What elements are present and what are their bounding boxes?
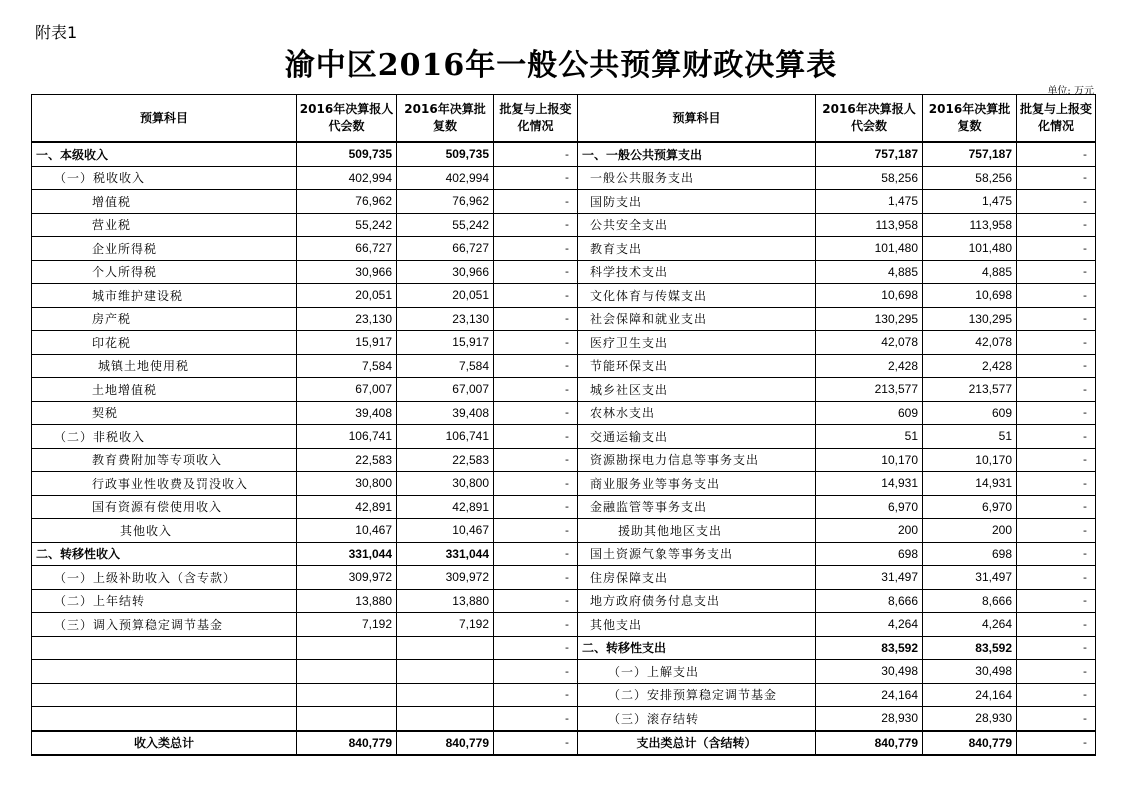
right-subject-cell: 援助其他地区支出 bbox=[578, 519, 816, 543]
right-subject-cell: 医疗卫生支出 bbox=[578, 331, 816, 355]
left-change-cell: - bbox=[494, 166, 578, 190]
right-change-cell: - bbox=[1017, 401, 1096, 425]
header-right-report: 2016年决算报人代会数 bbox=[816, 95, 923, 143]
left-subject-cell: 二、转移性收入 bbox=[32, 542, 297, 566]
right-approved-cell: 6,970 bbox=[923, 495, 1017, 519]
left-change-cell: - bbox=[494, 190, 578, 214]
header-left-report: 2016年决算报人代会数 bbox=[297, 95, 397, 143]
left-change-cell: - bbox=[494, 636, 578, 660]
right-report-cell: 10,170 bbox=[816, 448, 923, 472]
right-subject-cell: 农林水支出 bbox=[578, 401, 816, 425]
right-approved-cell: 130,295 bbox=[923, 307, 1017, 331]
left-subject-cell: （三）调入预算稳定调节基金 bbox=[32, 613, 297, 637]
right-report-cell: 698 bbox=[816, 542, 923, 566]
right-subject-cell: 地方政府债务付息支出 bbox=[578, 589, 816, 613]
left-change-cell: - bbox=[494, 448, 578, 472]
right-approved-cell: 14,931 bbox=[923, 472, 1017, 496]
left-subject-cell: （二）非税收入 bbox=[32, 425, 297, 449]
right-subject-cell: 教育支出 bbox=[578, 237, 816, 261]
left-approved-cell: 39,408 bbox=[397, 401, 494, 425]
left-approved-cell: 509,735 bbox=[397, 142, 494, 166]
table-row bbox=[32, 237, 1096, 261]
left-change-cell: - bbox=[494, 401, 578, 425]
right-report-cell: 609 bbox=[816, 401, 923, 425]
left-subject-cell bbox=[32, 707, 297, 731]
left-report-cell: 7,192 bbox=[297, 613, 397, 637]
left-report-cell bbox=[297, 636, 397, 660]
right-subject-cell: 金融监管等事务支出 bbox=[578, 495, 816, 519]
right-report-cell: 2,428 bbox=[816, 354, 923, 378]
right-approved-cell: 1,475 bbox=[923, 190, 1017, 214]
table-row bbox=[32, 284, 1096, 308]
left-report-cell: 10,467 bbox=[297, 519, 397, 543]
left-subject-cell: 城镇土地使用税 bbox=[32, 354, 297, 378]
left-report-cell: 23,130 bbox=[297, 307, 397, 331]
left-change-cell: - bbox=[494, 142, 578, 166]
left-report-cell: 30,800 bbox=[297, 472, 397, 496]
left-change-cell: - bbox=[494, 284, 578, 308]
left-subject-cell: 印花税 bbox=[32, 331, 297, 355]
left-report-cell: 55,242 bbox=[297, 213, 397, 237]
right-change-cell: - bbox=[1017, 425, 1096, 449]
left-subject-cell: 个人所得税 bbox=[32, 260, 297, 284]
header-right-subject: 预算科目 bbox=[578, 95, 816, 143]
right-approved-cell: 31,497 bbox=[923, 566, 1017, 590]
right-change-cell: - bbox=[1017, 354, 1096, 378]
right-change-cell: - bbox=[1017, 166, 1096, 190]
right-report-cell: 51 bbox=[816, 425, 923, 449]
right-report-cell: 130,295 bbox=[816, 307, 923, 331]
right-subject-cell: （二）安排预算稳定调节基金 bbox=[578, 683, 816, 707]
right-change-cell: - bbox=[1017, 707, 1096, 731]
table-row bbox=[32, 707, 1096, 731]
left-change-cell: - bbox=[494, 683, 578, 707]
total-row bbox=[32, 731, 1096, 756]
left-total-report: 840,779 bbox=[297, 731, 397, 756]
left-total-approved: 840,779 bbox=[397, 731, 494, 756]
left-report-cell: 402,994 bbox=[297, 166, 397, 190]
right-total-report: 840,779 bbox=[816, 731, 923, 756]
right-approved-cell: 58,256 bbox=[923, 166, 1017, 190]
right-change-cell: - bbox=[1017, 448, 1096, 472]
left-change-cell: - bbox=[494, 613, 578, 637]
right-approved-cell: 609 bbox=[923, 401, 1017, 425]
right-change-cell: - bbox=[1017, 495, 1096, 519]
left-total-change: - bbox=[494, 731, 578, 756]
right-report-cell: 6,970 bbox=[816, 495, 923, 519]
left-approved-cell: 106,741 bbox=[397, 425, 494, 449]
right-report-cell: 83,592 bbox=[816, 636, 923, 660]
right-subject-cell: 城乡社区支出 bbox=[578, 378, 816, 402]
left-approved-cell: 22,583 bbox=[397, 448, 494, 472]
left-subject-cell: 土地增值税 bbox=[32, 378, 297, 402]
right-report-cell: 8,666 bbox=[816, 589, 923, 613]
right-change-cell: - bbox=[1017, 307, 1096, 331]
right-report-cell: 4,264 bbox=[816, 613, 923, 637]
table-row bbox=[32, 331, 1096, 355]
right-approved-cell: 200 bbox=[923, 519, 1017, 543]
page-title: 渝中区2016年一般公共预算财政决算表 bbox=[284, 48, 838, 83]
left-report-cell: 15,917 bbox=[297, 331, 397, 355]
right-approved-cell: 10,170 bbox=[923, 448, 1017, 472]
right-subject-cell: 国土资源气象等事务支出 bbox=[578, 542, 816, 566]
left-report-cell: 22,583 bbox=[297, 448, 397, 472]
right-change-cell: - bbox=[1017, 331, 1096, 355]
left-change-cell: - bbox=[494, 307, 578, 331]
right-change-cell: - bbox=[1017, 613, 1096, 637]
table-row bbox=[32, 378, 1096, 402]
right-approved-cell: 42,078 bbox=[923, 331, 1017, 355]
left-approved-cell: 42,891 bbox=[397, 495, 494, 519]
right-subject-cell: 资源勘探电力信息等事务支出 bbox=[578, 448, 816, 472]
left-subject-cell: 教育费附加等专项收入 bbox=[32, 448, 297, 472]
table-row bbox=[32, 307, 1096, 331]
right-report-cell: 4,885 bbox=[816, 260, 923, 284]
left-total-label: 收入类总计 bbox=[32, 731, 297, 756]
header-left-approved: 2016年决算批复数 bbox=[397, 95, 494, 143]
right-change-cell: - bbox=[1017, 284, 1096, 308]
unit-label: 单位: 万元 bbox=[1047, 86, 1094, 97]
left-change-cell: - bbox=[494, 566, 578, 590]
left-approved-cell: 13,880 bbox=[397, 589, 494, 613]
left-change-cell: - bbox=[494, 425, 578, 449]
right-approved-cell: 113,958 bbox=[923, 213, 1017, 237]
right-change-cell: - bbox=[1017, 660, 1096, 684]
left-report-cell: 13,880 bbox=[297, 589, 397, 613]
right-approved-cell: 757,187 bbox=[923, 142, 1017, 166]
right-report-cell: 42,078 bbox=[816, 331, 923, 355]
right-subject-cell: 节能环保支出 bbox=[578, 354, 816, 378]
right-change-cell: - bbox=[1017, 566, 1096, 590]
table-row bbox=[32, 213, 1096, 237]
right-total-label: 支出类总计（含结转） bbox=[578, 731, 816, 756]
left-subject-cell: 契税 bbox=[32, 401, 297, 425]
left-change-cell: - bbox=[494, 542, 578, 566]
header-left-change: 批复与上报变化情况 bbox=[494, 95, 578, 143]
left-report-cell: 106,741 bbox=[297, 425, 397, 449]
right-subject-cell: 科学技术支出 bbox=[578, 260, 816, 284]
left-approved-cell bbox=[397, 660, 494, 684]
left-subject-cell: 城市维护建设税 bbox=[32, 284, 297, 308]
right-change-cell: - bbox=[1017, 213, 1096, 237]
left-change-cell: - bbox=[494, 378, 578, 402]
right-change-cell: - bbox=[1017, 519, 1096, 543]
left-report-cell: 20,051 bbox=[297, 284, 397, 308]
right-report-cell: 1,475 bbox=[816, 190, 923, 214]
left-report-cell: 509,735 bbox=[297, 142, 397, 166]
header-right-change: 批复与上报变化情况 bbox=[1017, 95, 1096, 143]
left-approved-cell bbox=[397, 636, 494, 660]
left-approved-cell: 76,962 bbox=[397, 190, 494, 214]
right-approved-cell: 4,885 bbox=[923, 260, 1017, 284]
left-subject-cell: 国有资源有偿使用收入 bbox=[32, 495, 297, 519]
left-subject-cell: （二）上年结转 bbox=[32, 589, 297, 613]
left-change-cell: - bbox=[494, 519, 578, 543]
right-change-cell: - bbox=[1017, 190, 1096, 214]
table-row bbox=[32, 142, 1096, 166]
right-approved-cell: 30,498 bbox=[923, 660, 1017, 684]
left-subject-cell: 房产税 bbox=[32, 307, 297, 331]
right-report-cell: 757,187 bbox=[816, 142, 923, 166]
left-change-cell: - bbox=[494, 260, 578, 284]
right-subject-cell: 其他支出 bbox=[578, 613, 816, 637]
table-row bbox=[32, 589, 1096, 613]
right-total-change: - bbox=[1017, 731, 1096, 756]
right-subject-cell: 文化体育与传媒支出 bbox=[578, 284, 816, 308]
left-approved-cell: 30,800 bbox=[397, 472, 494, 496]
right-subject-cell: 国防支出 bbox=[578, 190, 816, 214]
left-change-cell: - bbox=[494, 354, 578, 378]
left-approved-cell bbox=[397, 707, 494, 731]
right-total-approved: 840,779 bbox=[923, 731, 1017, 756]
right-subject-cell: 一般公共服务支出 bbox=[578, 166, 816, 190]
left-subject-cell: （一）上级补助收入（含专款） bbox=[32, 566, 297, 590]
right-change-cell: - bbox=[1017, 260, 1096, 284]
left-subject-cell bbox=[32, 660, 297, 684]
right-approved-cell: 8,666 bbox=[923, 589, 1017, 613]
left-report-cell: 39,408 bbox=[297, 401, 397, 425]
left-subject-cell: 企业所得税 bbox=[32, 237, 297, 261]
left-subject-cell bbox=[32, 683, 297, 707]
left-approved-cell: 23,130 bbox=[397, 307, 494, 331]
table-row bbox=[32, 683, 1096, 707]
left-approved-cell: 20,051 bbox=[397, 284, 494, 308]
right-approved-cell: 28,930 bbox=[923, 707, 1017, 731]
header-left-subject: 预算科目 bbox=[32, 95, 297, 143]
header-right-approved: 2016年决算批复数 bbox=[923, 95, 1017, 143]
right-report-cell: 213,577 bbox=[816, 378, 923, 402]
right-change-cell: - bbox=[1017, 142, 1096, 166]
budget-table bbox=[31, 94, 1096, 756]
right-change-cell: - bbox=[1017, 636, 1096, 660]
table-row bbox=[32, 425, 1096, 449]
table-row bbox=[32, 613, 1096, 637]
left-subject-cell: （一）税收收入 bbox=[32, 166, 297, 190]
right-change-cell: - bbox=[1017, 683, 1096, 707]
left-change-cell: - bbox=[494, 589, 578, 613]
right-subject-cell: 商业服务业等事务支出 bbox=[578, 472, 816, 496]
right-report-cell: 30,498 bbox=[816, 660, 923, 684]
left-report-cell: 67,007 bbox=[297, 378, 397, 402]
left-report-cell: 309,972 bbox=[297, 566, 397, 590]
right-approved-cell: 24,164 bbox=[923, 683, 1017, 707]
table-row bbox=[32, 472, 1096, 496]
table-row bbox=[32, 636, 1096, 660]
right-subject-cell: 公共安全支出 bbox=[578, 213, 816, 237]
left-subject-cell: 其他收入 bbox=[32, 519, 297, 543]
right-subject-cell: 二、转移性支出 bbox=[578, 636, 816, 660]
right-report-cell: 101,480 bbox=[816, 237, 923, 261]
left-report-cell: 76,962 bbox=[297, 190, 397, 214]
left-approved-cell bbox=[397, 683, 494, 707]
left-approved-cell: 55,242 bbox=[397, 213, 494, 237]
table-row bbox=[32, 542, 1096, 566]
table-row bbox=[32, 401, 1096, 425]
left-subject-cell: 一、本级收入 bbox=[32, 142, 297, 166]
left-report-cell bbox=[297, 707, 397, 731]
table-row bbox=[32, 166, 1096, 190]
left-approved-cell: 30,966 bbox=[397, 260, 494, 284]
right-approved-cell: 51 bbox=[923, 425, 1017, 449]
right-report-cell: 200 bbox=[816, 519, 923, 543]
left-change-cell: - bbox=[494, 660, 578, 684]
left-subject-cell: 行政事业性收费及罚没收入 bbox=[32, 472, 297, 496]
right-change-cell: - bbox=[1017, 472, 1096, 496]
left-approved-cell: 15,917 bbox=[397, 331, 494, 355]
table-row bbox=[32, 566, 1096, 590]
right-approved-cell: 2,428 bbox=[923, 354, 1017, 378]
right-report-cell: 113,958 bbox=[816, 213, 923, 237]
right-change-cell: - bbox=[1017, 378, 1096, 402]
left-approved-cell: 67,007 bbox=[397, 378, 494, 402]
left-change-cell: - bbox=[494, 237, 578, 261]
right-approved-cell: 83,592 bbox=[923, 636, 1017, 660]
left-subject-cell bbox=[32, 636, 297, 660]
left-approved-cell: 309,972 bbox=[397, 566, 494, 590]
left-subject-cell: 营业税 bbox=[32, 213, 297, 237]
left-change-cell: - bbox=[494, 707, 578, 731]
left-report-cell: 42,891 bbox=[297, 495, 397, 519]
left-report-cell: 66,727 bbox=[297, 237, 397, 261]
left-change-cell: - bbox=[494, 331, 578, 355]
table-body bbox=[32, 142, 1096, 755]
right-report-cell: 28,930 bbox=[816, 707, 923, 731]
table-row bbox=[32, 354, 1096, 378]
right-report-cell: 24,164 bbox=[816, 683, 923, 707]
left-change-cell: - bbox=[494, 213, 578, 237]
attachment-label: 附表1 bbox=[35, 23, 78, 42]
left-approved-cell: 66,727 bbox=[397, 237, 494, 261]
left-approved-cell: 7,192 bbox=[397, 613, 494, 637]
right-subject-cell: （三）滚存结转 bbox=[578, 707, 816, 731]
left-report-cell: 331,044 bbox=[297, 542, 397, 566]
left-approved-cell: 402,994 bbox=[397, 166, 494, 190]
left-report-cell: 30,966 bbox=[297, 260, 397, 284]
table-row bbox=[32, 495, 1096, 519]
header-row bbox=[32, 95, 1096, 143]
right-approved-cell: 4,264 bbox=[923, 613, 1017, 637]
left-report-cell bbox=[297, 660, 397, 684]
right-subject-cell: 一、一般公共预算支出 bbox=[578, 142, 816, 166]
left-change-cell: - bbox=[494, 472, 578, 496]
right-subject-cell: 交通运输支出 bbox=[578, 425, 816, 449]
table-row bbox=[32, 448, 1096, 472]
right-change-cell: - bbox=[1017, 589, 1096, 613]
right-subject-cell: 住房保障支出 bbox=[578, 566, 816, 590]
left-change-cell: - bbox=[494, 495, 578, 519]
right-subject-cell: （一）上解支出 bbox=[578, 660, 816, 684]
right-approved-cell: 213,577 bbox=[923, 378, 1017, 402]
table-row bbox=[32, 660, 1096, 684]
left-approved-cell: 331,044 bbox=[397, 542, 494, 566]
table-row bbox=[32, 190, 1096, 214]
left-report-cell bbox=[297, 683, 397, 707]
left-approved-cell: 10,467 bbox=[397, 519, 494, 543]
right-approved-cell: 101,480 bbox=[923, 237, 1017, 261]
right-report-cell: 10,698 bbox=[816, 284, 923, 308]
right-change-cell: - bbox=[1017, 542, 1096, 566]
right-subject-cell: 社会保障和就业支出 bbox=[578, 307, 816, 331]
left-approved-cell: 7,584 bbox=[397, 354, 494, 378]
right-report-cell: 31,497 bbox=[816, 566, 923, 590]
right-approved-cell: 698 bbox=[923, 542, 1017, 566]
table-row bbox=[32, 260, 1096, 284]
left-subject-cell: 增值税 bbox=[32, 190, 297, 214]
left-report-cell: 7,584 bbox=[297, 354, 397, 378]
right-report-cell: 14,931 bbox=[816, 472, 923, 496]
table-row bbox=[32, 519, 1096, 543]
right-approved-cell: 10,698 bbox=[923, 284, 1017, 308]
right-change-cell: - bbox=[1017, 237, 1096, 261]
right-report-cell: 58,256 bbox=[816, 166, 923, 190]
